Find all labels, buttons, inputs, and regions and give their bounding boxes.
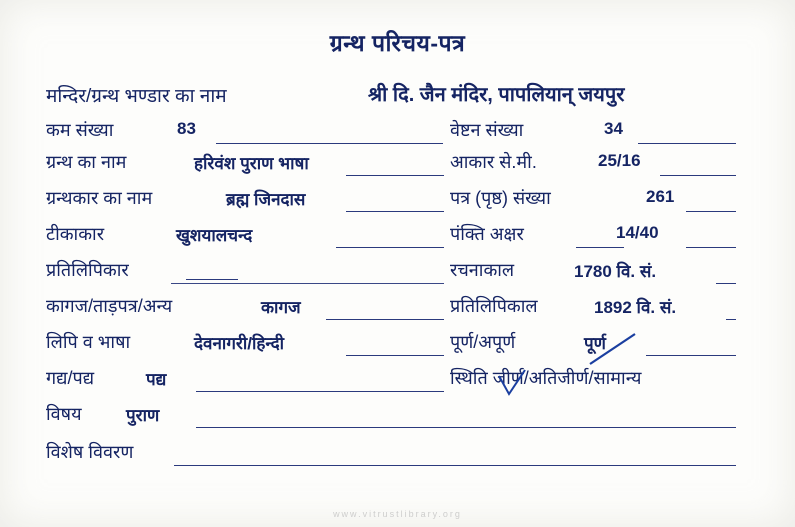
field-value-vishay: पुराण [126, 406, 160, 425]
rule-underline [186, 279, 238, 280]
rule-line [174, 465, 736, 466]
field-value-veshtan-sankhya: 34 [604, 119, 623, 138]
watermark: www.vitrustlibrary.org [333, 509, 462, 519]
field-label-akar: आकार से.मी. [450, 152, 537, 172]
field-value-patra-sankhya: 261 [646, 187, 675, 206]
rule-line [216, 143, 443, 144]
field-label-pankti-akshar: पंक्ति अक्षर [450, 224, 524, 244]
rule-line [196, 391, 444, 392]
check-mark-icon [495, 368, 535, 400]
field-label-patra-sankhya: पत्र (पृष्ठ) संख्या [450, 188, 551, 208]
form-row [46, 186, 746, 216]
rule-line [171, 283, 444, 284]
rule-line [660, 175, 736, 176]
form-row [46, 294, 746, 324]
rule-line [686, 211, 736, 212]
field-label-tikakar: टीकाकार [46, 224, 105, 244]
field-label-sthiti: स्थिति जीर्ण/अतिजीर्ण/सामान्य [450, 368, 642, 388]
field-label-granth-ka-nam: ग्रन्थ का नाम [46, 152, 127, 172]
form-row [46, 366, 746, 396]
form-row [46, 258, 746, 288]
field-label-gadya-padya: गद्य/पद्य [46, 368, 95, 388]
field-value-krama-sankhya: 83 [177, 119, 196, 138]
field-label-vishay: विषय [46, 404, 82, 424]
rule-line [326, 319, 444, 320]
field-value-tikakar: खुशयालचन्द [176, 226, 253, 245]
rule-line [346, 355, 444, 356]
rule-line [686, 247, 736, 248]
rule-line [646, 355, 736, 356]
field-value-kagaj: कागज [261, 298, 301, 317]
rule-line [716, 283, 736, 284]
field-label-lipi-bhasha: लिपि व भाषा [46, 332, 131, 352]
field-value-akar: 25/16 [598, 151, 641, 170]
rule-line [336, 247, 444, 248]
field-label-rachnakal: रचनाकाल [450, 260, 515, 280]
field-label-pratilipikar: प्रतिलिपिकार [46, 260, 129, 280]
field-label-veshtan-sankhya: वेष्टन संख्या [450, 120, 524, 140]
field-label-granthkar: ग्रन्थकार का नाम [46, 188, 153, 208]
field-label-purna-apurna: पूर्ण/अपूर्ण [450, 332, 516, 352]
temple-name-label: मन्दिर/ग्रन्थ भण्डार का नाम [46, 86, 227, 107]
field-label-vishesh-vivaran: विशेष विवरण [46, 442, 134, 462]
field-value-pankti-akshar: 14/40 [616, 223, 659, 242]
field-label-kagaj: कागज/ताड़पत्र/अन्य [46, 296, 173, 316]
rule-line [726, 319, 736, 320]
check-mark-icon [585, 330, 645, 370]
field-value-lipi-bhasha: देवनागरी/हिन्दी [194, 334, 285, 353]
page-title: ग्रन्थ परिचय-पत्र [329, 30, 466, 56]
rule-line [196, 427, 736, 428]
rule-line [576, 247, 624, 248]
field-label-pratilipikal: प्रतिलिपिकाल [450, 296, 538, 316]
field-value-purna-apurna: पूर्ण [584, 334, 606, 353]
rule-line [346, 211, 444, 212]
rule-line [638, 143, 736, 144]
form-row [46, 118, 746, 148]
form-row [46, 150, 746, 180]
field-value-gadya-padya: पद्य [146, 370, 167, 389]
field-label-krama-sankhya: कम संख्या [46, 120, 114, 140]
rule-line [346, 175, 444, 176]
form-row [46, 440, 746, 470]
form-row [46, 402, 746, 432]
field-value-pratilipikal: 1892 वि. सं. [594, 298, 677, 317]
temple-name-value: श्री दि. जैन मंदिर, पापलियान् जयपुर [368, 84, 625, 106]
form-row [46, 222, 746, 252]
field-value-granthkar: ब्रह्म जिनदास [226, 190, 306, 209]
field-value-granth-ka-nam: हरिवंश पुराण भाषा [194, 154, 309, 173]
field-value-rachnakal: 1780 वि. सं. [574, 262, 657, 281]
